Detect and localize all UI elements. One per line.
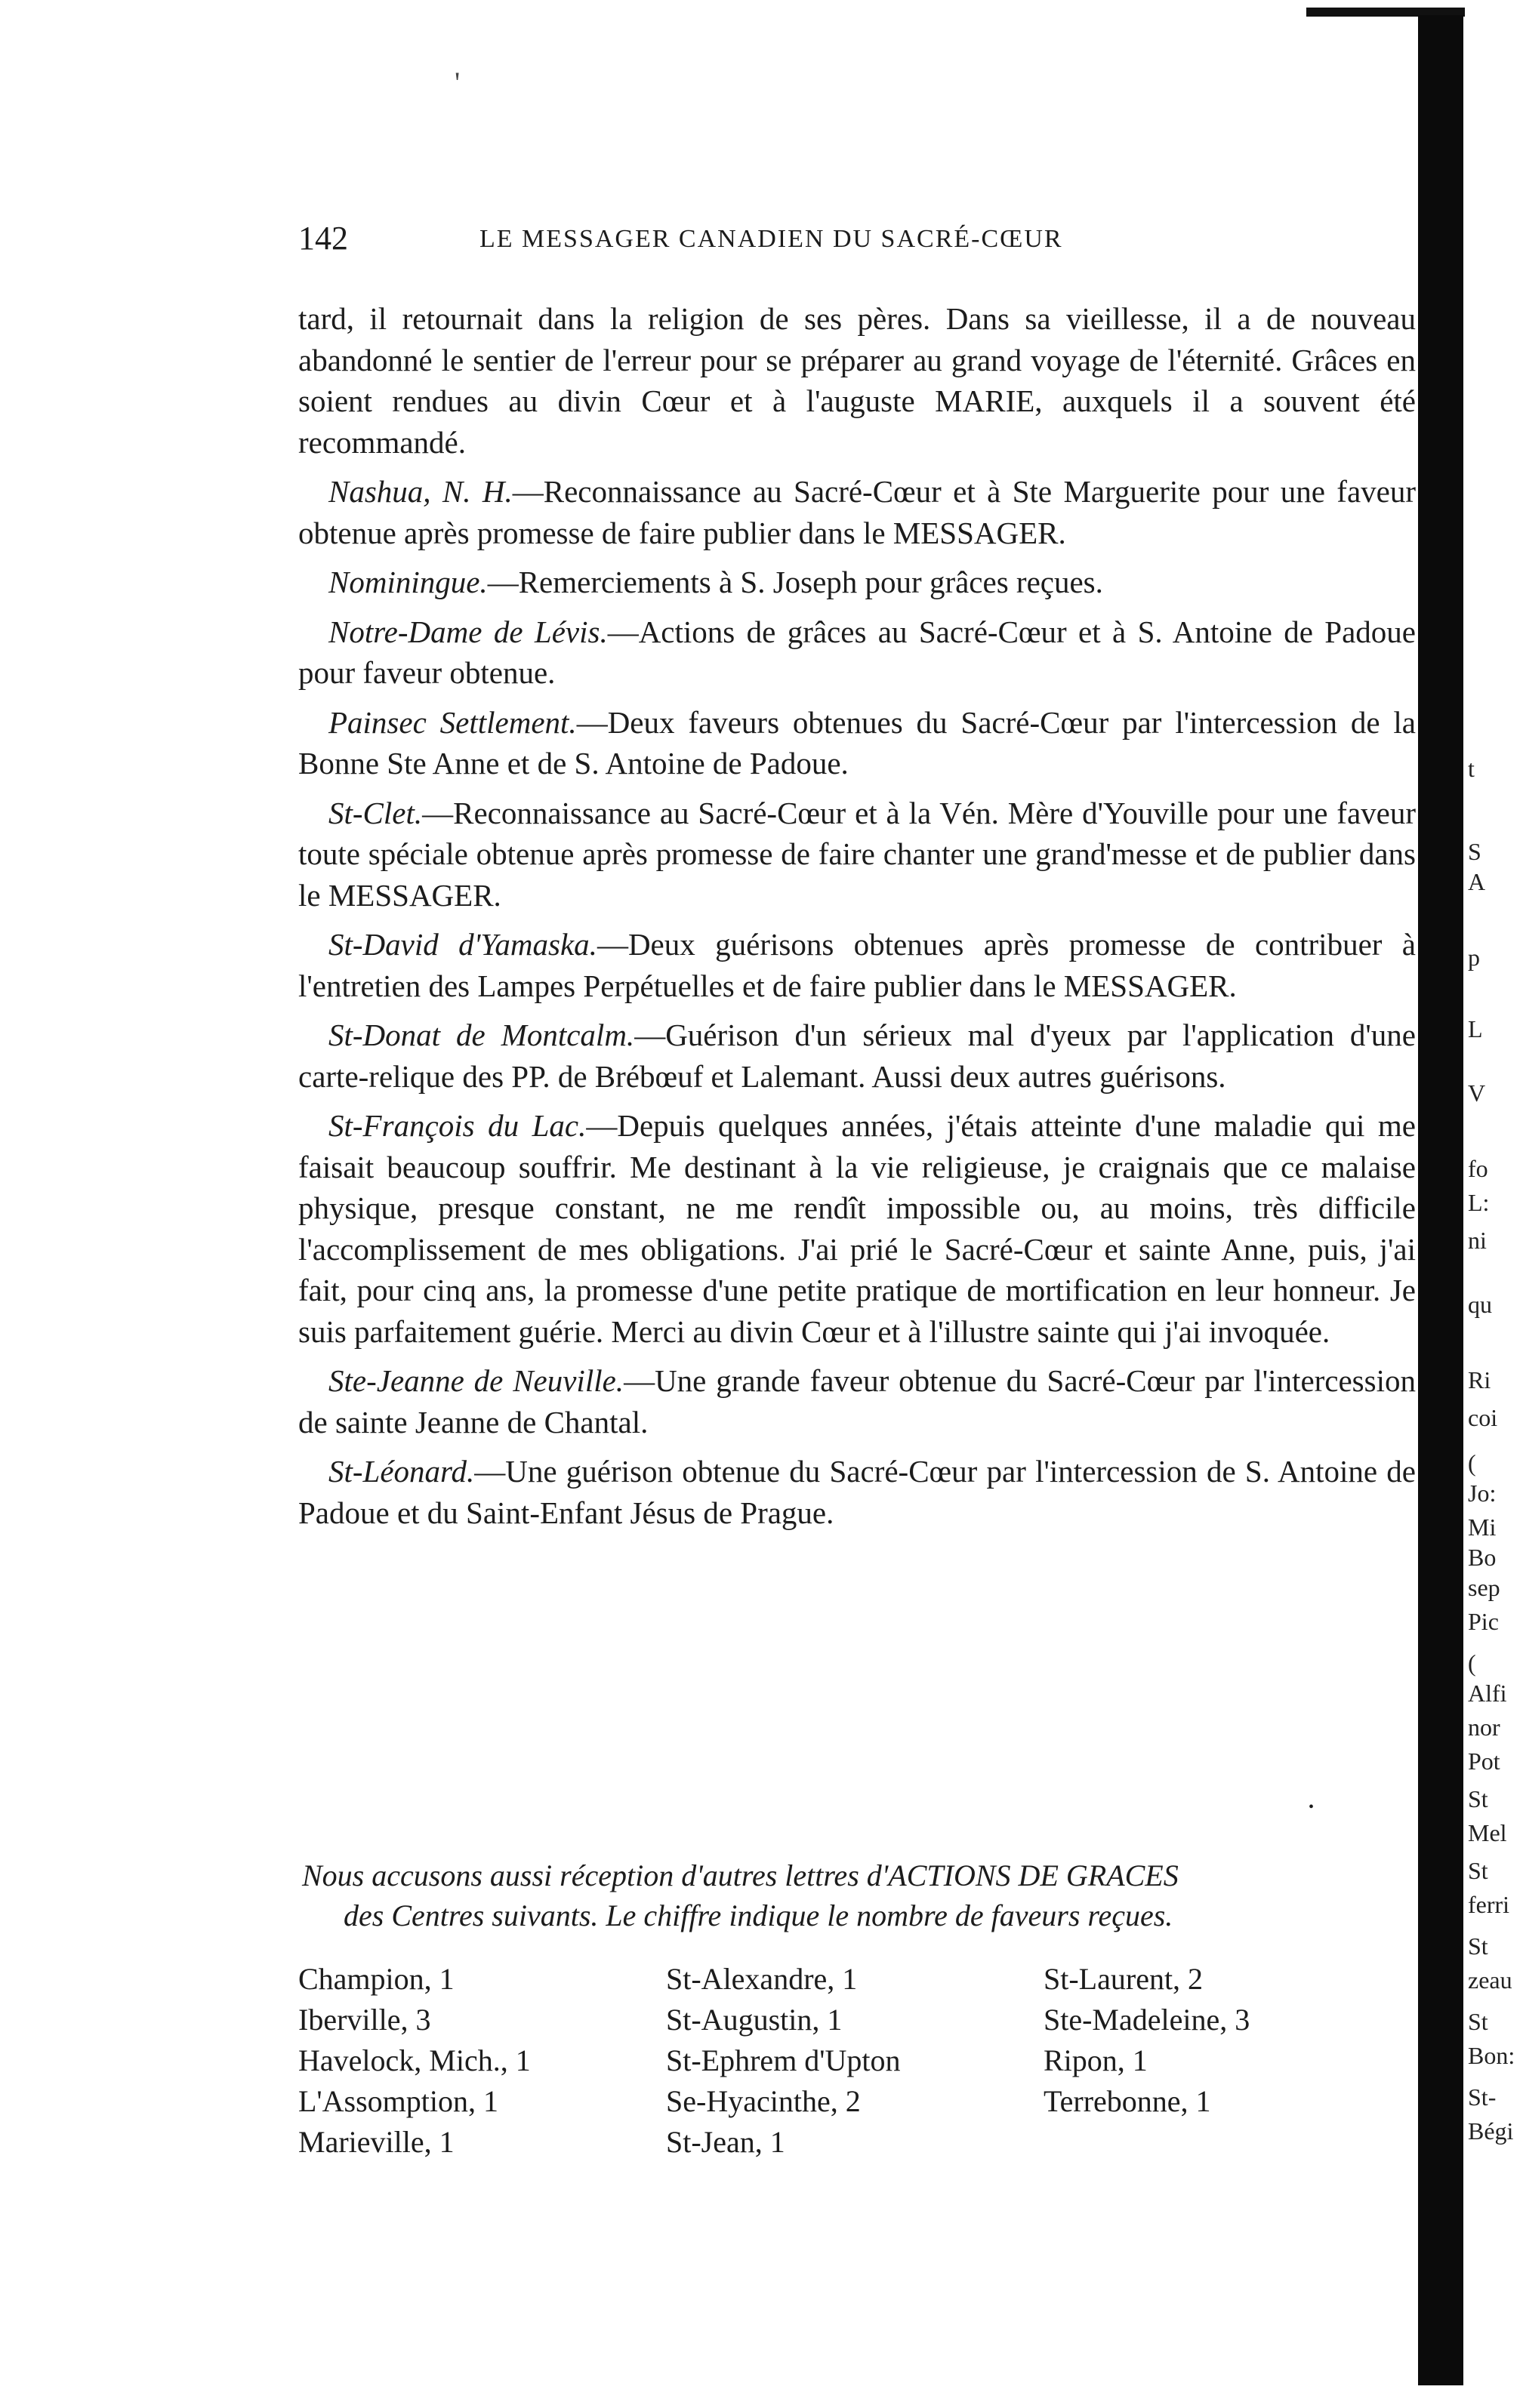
paragraph-text: tard, il retournait dans la religion de ses pères. Dans sa vieillesse, il a de nouveau abandonné le sentier de l'erreur pour se préparer au grand voyage de l'éternité. Grâces en soient rendues au divin Cœur et à l'auguste MARIE, auxquels il a souvent été recommandé. — [298, 301, 1416, 460]
paragraph — [298, 471, 1416, 553]
list-item: Ste-Madeleine, 3 — [1044, 2003, 1250, 2037]
edge-fragment: St- — [1468, 2083, 1497, 2111]
paragraph-text: —Reconnaissance au Sacré-Cœur et à Ste Marguerite pour une faveur obtenue après promesse de faire publier dans le MESSAGER. — [298, 474, 1416, 550]
paragraph — [298, 1451, 1416, 1533]
edge-fragment: St — [1468, 1932, 1488, 1960]
list-item: Havelock, Mich., 1 — [298, 2043, 531, 2077]
note-line: Nous accusons aussi réception d'autres lettres d'ACTIONS DE GRACES — [302, 1858, 1179, 1892]
list-item: L'Assomption, 1 — [298, 2084, 498, 2118]
paragraph-text: —Deux guérisons obtenues après promesse de contribuer à l'entretien des Lampes Perpétuelles et de faire publier dans le MESSAGER. — [298, 927, 1416, 1003]
place-name: Ste-Jeanne de Neuville. — [328, 1363, 624, 1398]
place-name: St-François du Lac. — [328, 1108, 587, 1143]
list-item: St-Augustin, 1 — [666, 2003, 843, 2037]
paragraph-text: —Actions de grâces au Sacré-Cœur et à S. Antoine de Padoue pour faveur obtenue. — [298, 614, 1417, 690]
paragraph-text: —Reconnaissance au Sacré-Cœur et à la Vén. Mère d'Youville pour une faveur toute spéciale obtenue après promesse de faire chanter une grand'messe et de publier dans le MESSAGER. — [298, 795, 1416, 913]
edge-fragment: fo — [1468, 1155, 1488, 1182]
edge-fragment: Bégi — [1468, 2117, 1514, 2145]
edge-fragment: ferri — [1468, 1891, 1510, 1918]
edge-fragment: St — [1468, 1785, 1488, 1812]
paragraph — [298, 924, 1416, 1006]
body-text — [298, 298, 1416, 1541]
edge-fragment: Pot — [1468, 1747, 1500, 1775]
list-item: Ripon, 1 — [1044, 2043, 1148, 2077]
edge-fragment: St — [1468, 2008, 1488, 2035]
edge-fragment: p — [1468, 944, 1480, 971]
speck-mark: ' — [455, 66, 461, 100]
paragraph — [298, 298, 1416, 463]
edge-fragment: Bon: — [1468, 2042, 1515, 2069]
list-item: St-Jean, 1 — [666, 2125, 785, 2159]
paragraph — [298, 793, 1416, 916]
edge-fragment: ni — [1468, 1227, 1487, 1254]
edge-fragment: Ri — [1468, 1366, 1491, 1393]
edge-fragment: ( — [1468, 1649, 1476, 1677]
edge-fragment: qu — [1468, 1291, 1492, 1318]
note-line: des Centres suivants. Le chiffre indique le nombre de faveurs reçues. — [344, 1898, 1173, 1932]
paragraph-text: —Deux faveurs obtenues du Sacré-Cœur par l'intercession de la Bonne Ste Anne et de S. Antoine de Padoue. — [298, 704, 1416, 781]
edge-fragment: A — [1468, 868, 1486, 895]
page-header — [298, 219, 1416, 264]
edge-fragment: L — [1468, 1015, 1483, 1042]
place-name: St-Clet. — [328, 795, 423, 830]
list-item: St-Ephrem d'Upton — [666, 2043, 901, 2077]
place-name: Nominingue. — [328, 565, 488, 599]
edge-fragment: ( — [1468, 1449, 1476, 1477]
edge-fragment: Mi — [1468, 1513, 1497, 1541]
edge-fragment: V — [1468, 1079, 1486, 1107]
edge-fragment: Mel — [1468, 1819, 1507, 1846]
list-item: Champion, 1 — [298, 1962, 455, 1996]
list-item: St-Laurent, 2 — [1044, 1962, 1204, 1996]
edge-fragment: t — [1468, 755, 1475, 782]
paragraph — [298, 1360, 1416, 1443]
centres-column — [1044, 1959, 1250, 2122]
edge-fragment: zeau — [1468, 1966, 1512, 1994]
list-item: Se-Hyacinthe, 2 — [666, 2084, 861, 2118]
place-name: Nashua, N. H. — [328, 474, 513, 509]
edge-fragment: L: — [1468, 1189, 1490, 1216]
centres-column — [298, 1959, 531, 2163]
edge-fragment: Bo — [1468, 1544, 1497, 1571]
edge-fragment: coi — [1468, 1404, 1498, 1431]
edge-fragment: Jo: — [1468, 1480, 1497, 1507]
edge-fragment: sep — [1468, 1574, 1500, 1601]
place-name: Notre-Dame de Lévis. — [328, 614, 608, 649]
place-name: St-Léonard. — [328, 1454, 475, 1489]
paragraph — [298, 702, 1416, 784]
paragraph — [298, 611, 1416, 694]
paragraph — [298, 1105, 1416, 1352]
paragraph-text: —Guérison d'un sérieux mal d'yeux par l'application d'une carte-relique des PP. de Brébœuf et Lalemant. Aussi deux autres guérisons. — [298, 1018, 1417, 1094]
ornament-dot: • — [1309, 1799, 1315, 1815]
paragraph — [298, 1015, 1416, 1097]
paragraph-text: —Une grande faveur obtenue du Sacré-Cœur par l'intercession de sainte Jeanne de Chantal. — [298, 1363, 1416, 1440]
paragraph — [298, 562, 1416, 603]
acknowledgement-note — [302, 1855, 1416, 1935]
running-title: LE MESSAGER CANADIEN DU SACRÉ-CŒUR — [479, 225, 1063, 253]
list-item: St-Alexandre, 1 — [666, 1962, 858, 1996]
binding-shadow — [1418, 15, 1463, 2385]
place-name: St-Donat de Montcalm. — [328, 1018, 635, 1052]
paragraph-text: —Remerciements à S. Joseph pour grâces reçues. — [487, 565, 1103, 599]
paragraph-text: —Une guérison obtenue du Sacré-Cœur par l'intercession de S. Antoine de Padoue et du Saint-Enfant Jésus de Prague. — [298, 1454, 1416, 1530]
list-item: Marieville, 1 — [298, 2125, 455, 2159]
list-item: Iberville, 3 — [298, 2003, 431, 2037]
place-name: St-David d'Yamaska. — [328, 927, 597, 962]
place-name: Painsec Settlement. — [328, 704, 577, 740]
edge-fragment: Alfi — [1468, 1680, 1507, 1707]
page-number: 142 — [298, 220, 348, 257]
edge-fragment: S — [1468, 838, 1481, 865]
list-item: Terrebonne, 1 — [1044, 2084, 1211, 2118]
edge-fragment: nor — [1468, 1714, 1500, 1741]
paragraph-text: —Depuis quelques années, j'étais atteinte d'une maladie qui me faisait beaucoup souffrir. Me destinant à la vie religieuse, je craignais que ce malaise physique, presque constant, ne me rendît impossible ou, au moins, très difficile l'accomplissement de mes obligations. J'ai prié le Sacré-Cœur et sainte Anne, puis, j'ai fait, pour cinq ans, la promesse d'une petite pratique de mortification en leur honneur. Je suis parfaitement guérie. Merci au divin Cœur et à l'illustre sainte qui j'ai invoquée. — [298, 1108, 1416, 1349]
edge-fragment: Pic — [1468, 1608, 1499, 1635]
centres-column — [666, 1959, 901, 2163]
edge-fragment: St — [1468, 1857, 1488, 1884]
